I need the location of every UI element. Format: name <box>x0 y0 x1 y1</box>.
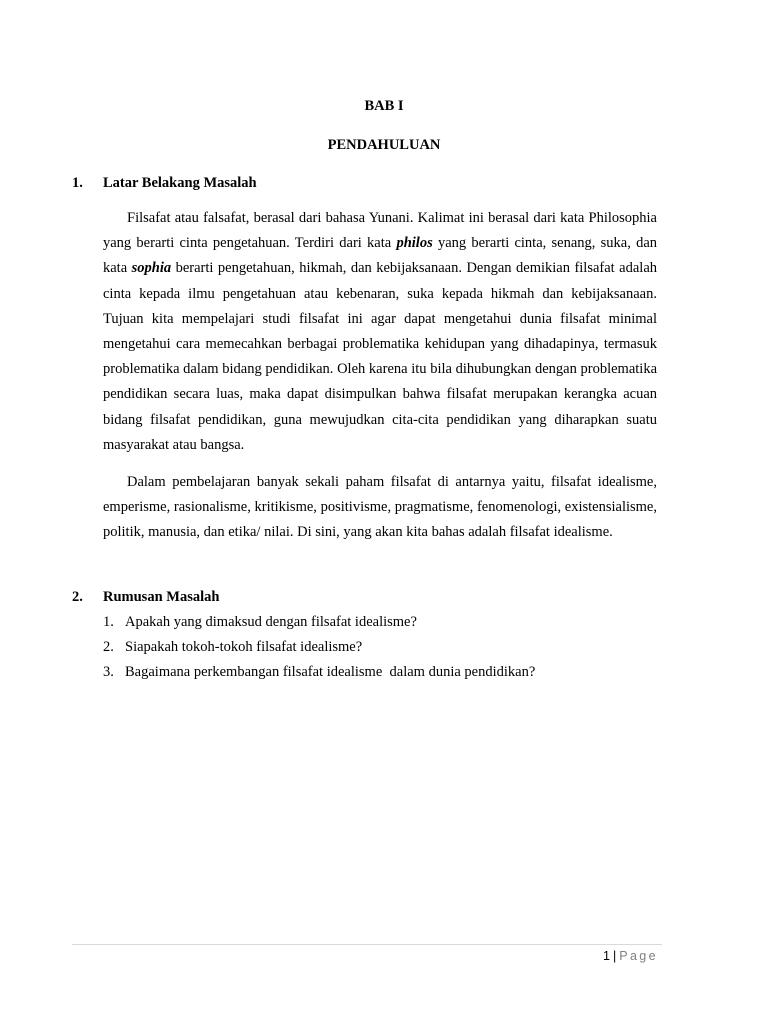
footer-divider <box>72 944 662 945</box>
list-item <box>103 663 663 688</box>
section-title: Rumusan Masalah <box>103 589 220 605</box>
chapter-title: PENDAHULUAN <box>327 137 441 153</box>
page-number: 1 <box>603 949 610 963</box>
list-item-text: Bagaimana perkembangan filsafat idealisme dalam dunia pendidikan? <box>125 664 536 680</box>
section-title: Latar Belakang Masalah <box>103 175 257 191</box>
term-philos: philos <box>396 235 433 252</box>
page-footer <box>603 948 658 964</box>
footer-separator: | <box>612 949 617 963</box>
problem-list <box>103 613 663 688</box>
list-item <box>103 638 663 663</box>
section-number: 1. <box>72 175 83 191</box>
paragraph-text: berarti pengetahuan, hikmah, dan kebijaksanaan. Dengan demikian filsafat adalah cinta kepada ilmu pengetahuan atau kebenaran, suka kepada hikmah dan kebijaksanaan. Tujuan kita mempelajari studi filsafat ini agar dapat mengetahui dunia filsafat minimal mengetahui cara memecahkan berbagai problematika kehidupan yang dihadapinya, termasuk problematika dalam bidang pendidikan. Oleh karena itu bila dihubungkan dengan problematika pendidikan secara luas, maka dapat disimpulkan bahwa filsafat merupakan kerangka acuan bidang filsafat pendidikan, guna mewujudkan cita-cita pendidikan yang diharapkan suatu masyarakat atau bangsa. <box>103 260 657 453</box>
list-item-text: Apakah yang dimaksud dengan filsafat idealisme? <box>125 614 417 630</box>
chapter-label: BAB I <box>364 98 404 114</box>
list-item-number: 3. <box>103 664 114 680</box>
paragraph-text: yang berarti cinta, senang, suka, dan kata <box>103 235 658 277</box>
list-item-number: 2. <box>103 639 114 655</box>
background-paragraph-2: Dalam pembelajaran banyak sekali paham filsafat di antarnya yaitu, filsafat idealisme, emperisme, rasionalisme, kritikisme, positivisme, pragmatisme, fenomenologi, existensialisme, politik, manusia, dan etika/ nilai. Di sini, yang akan kita bahas adalah filsafat idealisme. <box>103 474 657 541</box>
list-item <box>103 613 663 638</box>
paragraph-text: Filsafat atau falsafat, berasal dari bahasa Yunani. Kalimat ini berasal dari kata Philosophia yang berarti cinta pengetahuan. Terdiri dari kata <box>103 210 657 252</box>
section-number: 2. <box>72 589 83 605</box>
background-paragraph-1 <box>103 206 657 458</box>
list-item-text: Siapakah tokoh-tokoh filsafat idealisme? <box>125 639 363 655</box>
term-sophia: sophia <box>131 260 172 277</box>
list-item-number: 1. <box>103 614 114 630</box>
page-word: Page <box>619 949 658 963</box>
